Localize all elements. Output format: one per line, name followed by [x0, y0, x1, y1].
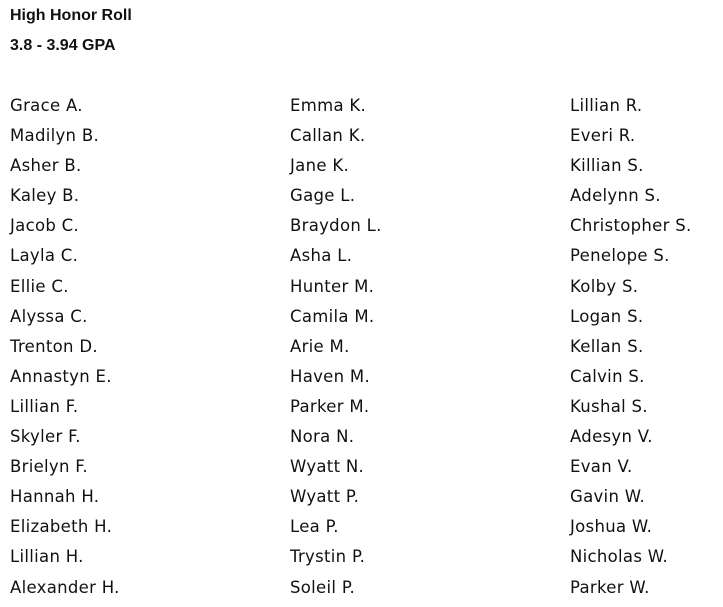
name-column-1	[10, 95, 120, 607]
student-name: Gage L.	[290, 186, 356, 206]
student-name: Grace A.	[10, 96, 83, 115]
student-name: Callan K.	[290, 126, 366, 146]
student-name: Trystin P.	[290, 547, 366, 567]
student-name: Parker M.	[290, 396, 370, 416]
student-name: Asher B.	[10, 156, 82, 176]
student-name: Braydon L.	[290, 216, 382, 236]
student-name: Brielyn F.	[10, 457, 88, 477]
student-name: Hunter M.	[290, 276, 375, 296]
student-name: Hannah H.	[10, 487, 100, 507]
student-name: Lillian R.	[570, 96, 643, 115]
student-name: Nora N.	[290, 427, 355, 447]
student-name: Lillian H.	[10, 547, 84, 567]
student-name: Alexander H.	[10, 577, 120, 597]
page-title: High Honor Roll	[10, 7, 132, 24]
student-name: Lillian F.	[10, 396, 79, 416]
student-name: Kolby S.	[570, 276, 639, 296]
student-name: Adelynn S.	[570, 186, 661, 206]
student-name: Kellan S.	[570, 336, 644, 356]
student-name: Everi R.	[570, 126, 636, 146]
student-name: Emma K.	[290, 96, 367, 115]
student-name: Calvin S.	[570, 366, 645, 386]
student-name: Killian S.	[570, 156, 644, 176]
student-name: Skyler F.	[10, 427, 81, 447]
student-name: Adesyn V.	[570, 427, 653, 447]
student-name: Elizabeth H.	[10, 517, 113, 537]
student-name: Jane K.	[290, 156, 349, 176]
student-name: Kushal S.	[570, 396, 648, 416]
student-name: Soleil P.	[290, 577, 356, 597]
student-name: Ellie C.	[10, 276, 69, 296]
student-name: Wyatt N.	[290, 457, 365, 477]
student-name: Christopher S.	[570, 216, 692, 236]
student-name: Arie M.	[290, 336, 350, 356]
student-name: Jacob C.	[10, 216, 80, 236]
student-name: Trenton D.	[10, 336, 98, 356]
name-column-2	[290, 95, 382, 607]
student-name: Evan V.	[570, 457, 633, 477]
student-name: Layla C.	[10, 246, 79, 266]
student-name: Asha L.	[290, 246, 353, 266]
name-column-3	[570, 95, 692, 607]
student-name: Madilyn B.	[10, 126, 100, 146]
student-name: Annastyn E.	[10, 366, 112, 386]
student-name: Gavin W.	[570, 487, 646, 507]
student-name: Logan S.	[570, 306, 644, 326]
gpa-range-subtitle: 3.8 - 3.94 GPA	[10, 37, 116, 54]
student-name: Joshua W.	[570, 517, 653, 537]
student-name: Kaley B.	[10, 186, 80, 206]
student-name: Haven M.	[290, 366, 371, 386]
student-name: Wyatt P.	[290, 487, 360, 507]
student-name: Camila M.	[290, 306, 375, 326]
student-name: Parker W.	[570, 577, 650, 597]
student-name: Lea P.	[290, 517, 339, 537]
student-name: Penelope S.	[570, 246, 670, 266]
student-name: Alyssa C.	[10, 306, 88, 326]
student-name: Nicholas W.	[570, 547, 669, 567]
